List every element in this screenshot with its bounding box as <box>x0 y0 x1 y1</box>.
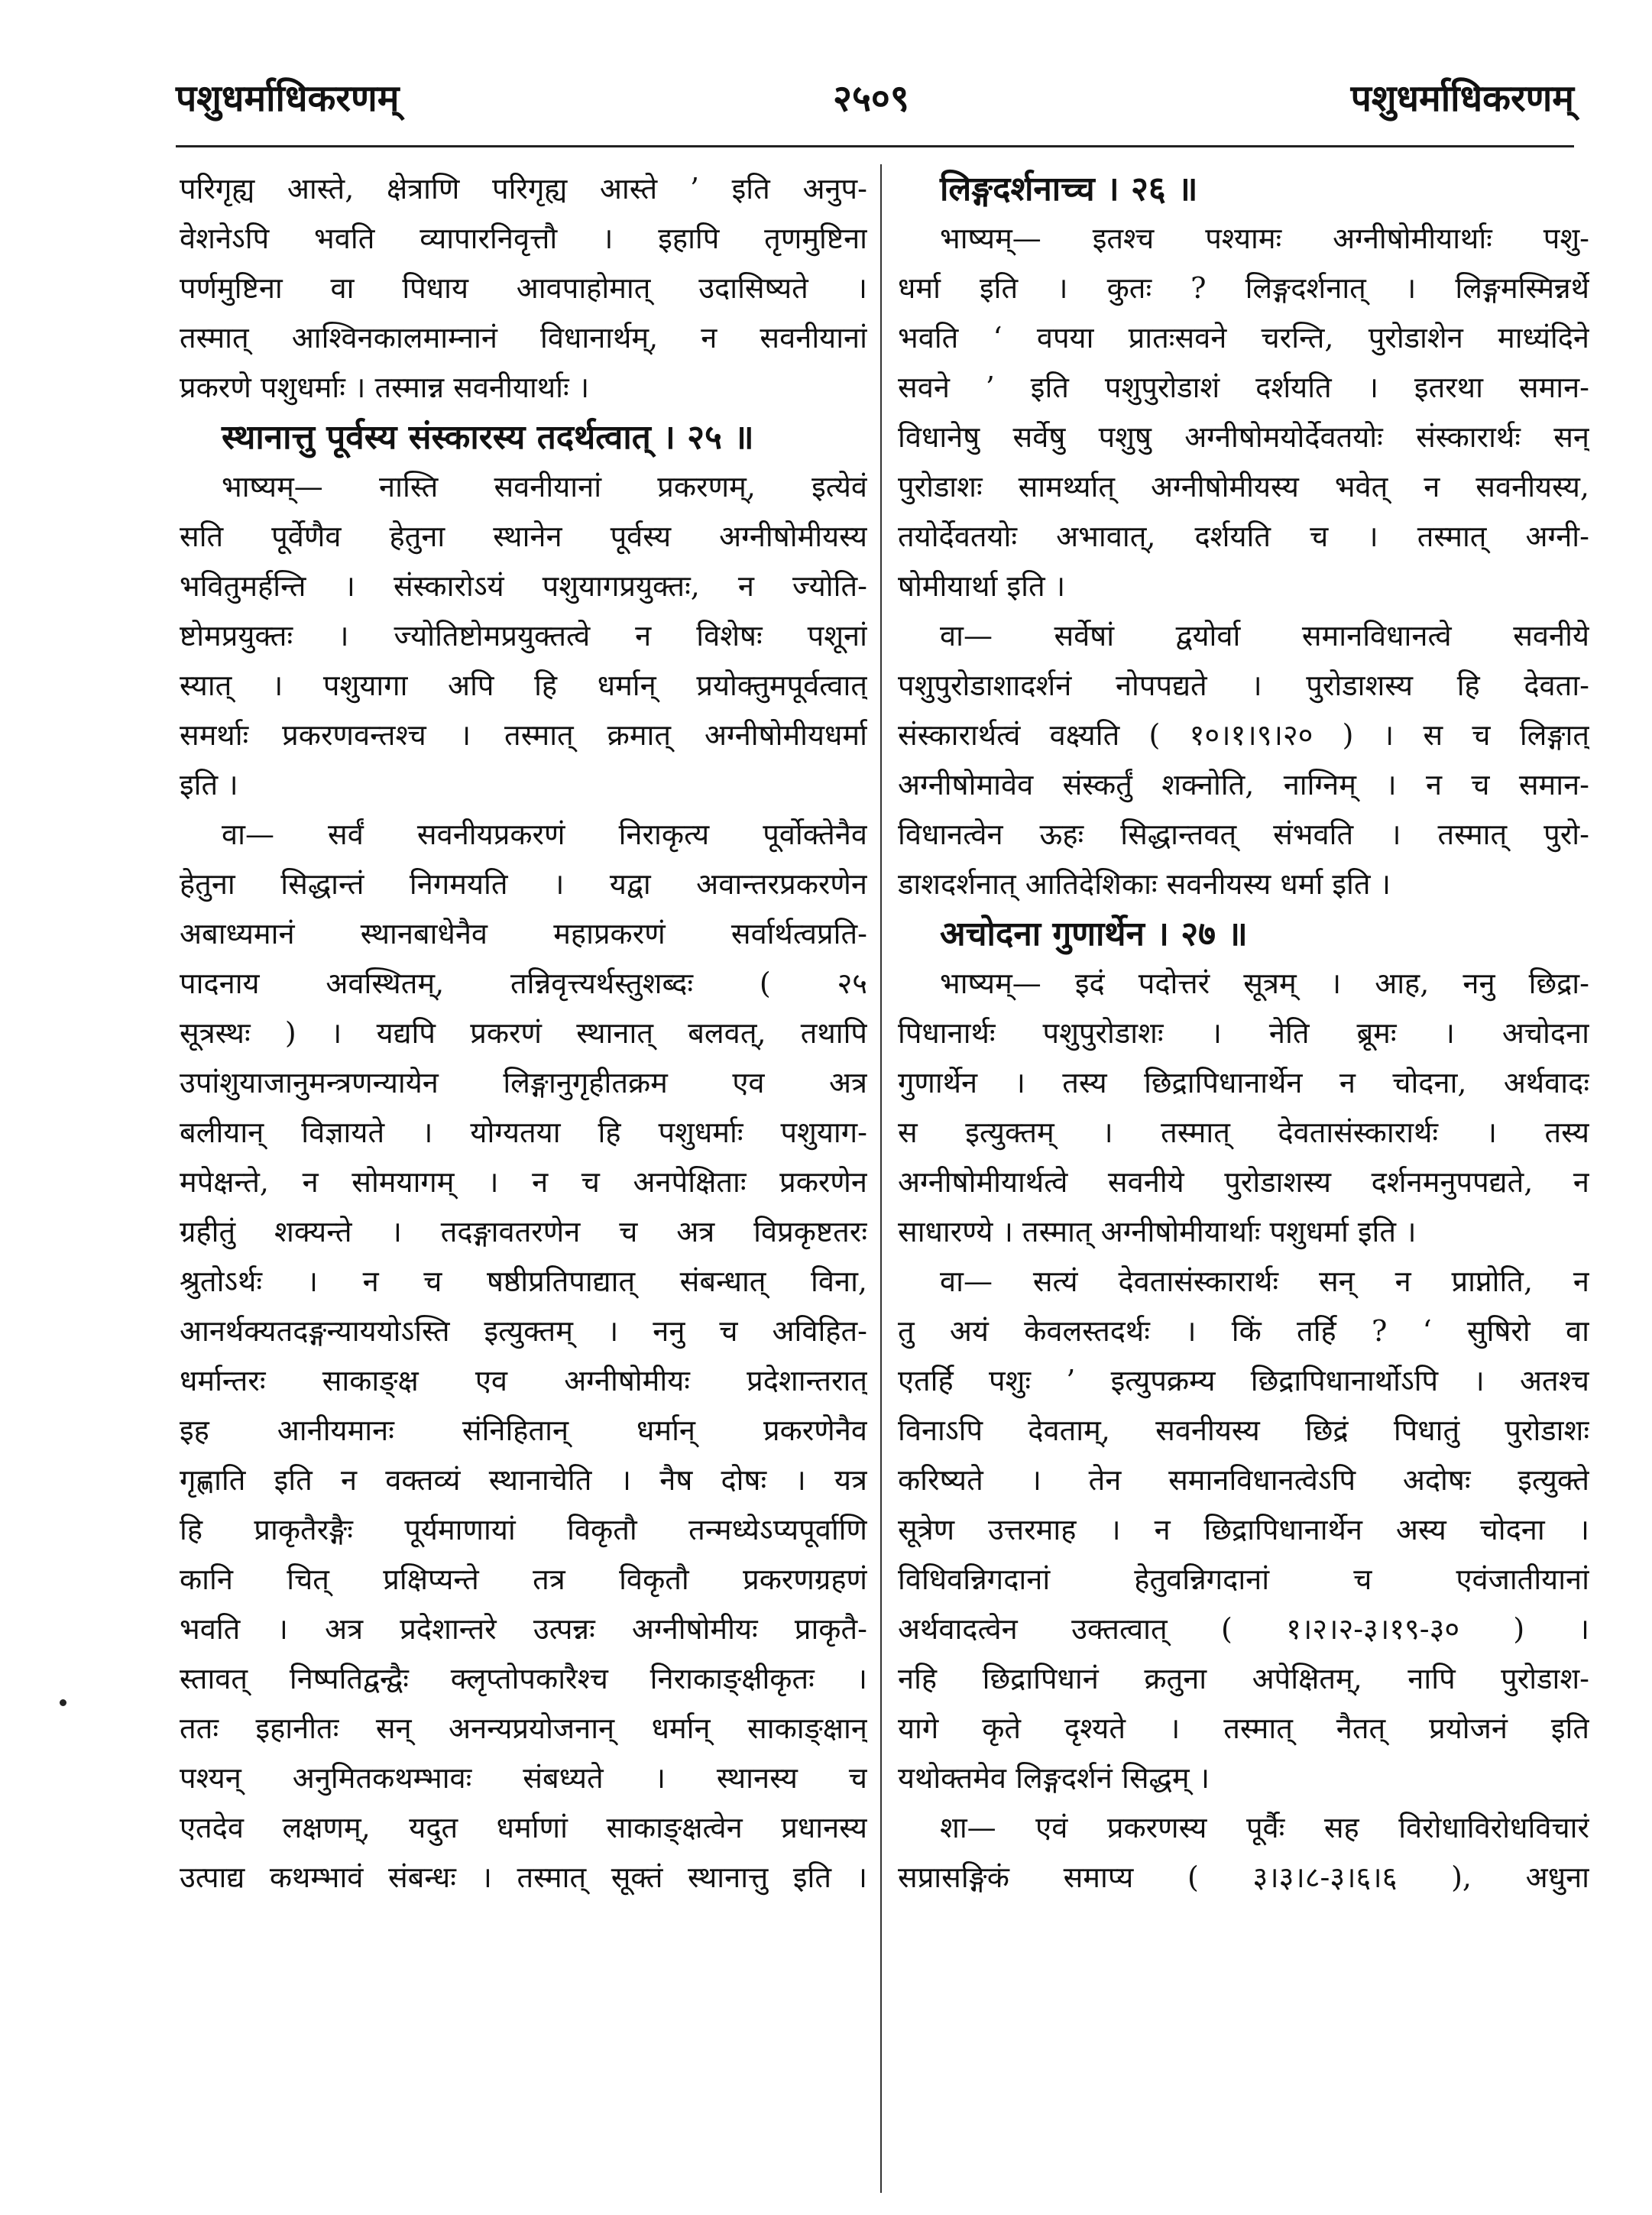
text-line: ष्टोमप्रयुक्तः । ज्योतिष्टोमप्रयुक्तत्वे न विशेषः पशूनां <box>180 619 867 653</box>
text-line: पादनाय अवस्थितम्, तन्निवृत्त्यर्थस्तुशब्दः ( २५ <box>180 967 867 1000</box>
paragraph-end-line: षोमीयार्था इति । <box>898 569 1066 603</box>
paragraph-end-line: डाशदर्शनात् आतिदेशिकाः सवनीयस्य धर्मा इति । <box>898 867 1391 901</box>
text-line: ग्रहीतुं शक्यन्ते । तदङ्गावतरणेन च अत्र विप्रकृष्टतरः <box>180 1215 867 1248</box>
text-line: पशुपुरोडाशादर्शनं नोपपद्यते । पुरोडाशस्य हि देवता- <box>898 669 1589 702</box>
text-line: वेशनेऽपि भवति व्यापारनिवृत्तौ । इहापि तृणमुष्टिना <box>180 222 867 255</box>
text-line: उपांशुयाजानुमन्त्रणन्यायेन लिङ्गानुगृहीतक्रम एव अत्र <box>180 1066 867 1099</box>
page-header <box>176 73 1574 134</box>
paragraph-end-line: प्रकरणे पशुधर्माः । तस्मान्न सवनीयार्थाः । <box>180 371 590 404</box>
paragraph-end-line: साधारण्ये । तस्मात् अग्नीषोमीयार्थाः पशुधर्मा इति । <box>898 1215 1417 1248</box>
paragraph-start-line: वा— सर्वेषां द्वयोर्वा समानविधानत्वे सवनीये <box>940 619 1589 653</box>
text-line: अग्नीषोमीयार्थत्वे सवनीये पुरोडाशस्य दर्शनमनुपपद्यते, न <box>898 1165 1589 1199</box>
text-line: श्रुतोऽर्थः । न च षष्ठीप्रतिपाद्यात् संबन्धात् विना, <box>180 1265 867 1298</box>
text-line: संस्कारार्थत्वं वक्ष्यति ( १०।१।९।२० ) । स च लिङ्गात् <box>898 718 1589 752</box>
text-line: पुरोडाशः सामर्थ्यात् अग्नीषोमीयस्य भवेत् न सवनीयस्य, <box>898 470 1589 504</box>
sutra-heading: अचोदना गुणार्थेन । २७ ॥ <box>940 915 1248 954</box>
sutra-heading: स्थानात्तु पूर्वस्य संस्कारस्य तदर्थत्वात् । २५ ॥ <box>222 418 754 457</box>
text-line: विधिवन्निगदानां हेतुवन्निगदानां च एवंजातीयानां <box>898 1562 1589 1596</box>
paragraph-start-line: वा— सर्वं सवनीयप्रकरणं निराकृत्य पूर्वोक्तेनैव <box>222 818 867 851</box>
text-line: तस्मात् आश्विनकालमाम्नानं विधानार्थम्, न सवनीयानां <box>180 321 867 355</box>
paragraph-start-line: वा— सत्यं देवतासंस्कारार्थः सन् न प्राप्नोति, न <box>940 1265 1589 1298</box>
page-number: २५०९ <box>833 77 909 120</box>
text-line: पश्यन् अनुमितकथम्भावः संबध्यते । स्थानस्य च <box>180 1761 867 1795</box>
paragraph-end-line: इति । <box>180 768 238 801</box>
paragraph-start-line: भाष्यम्— इदं पदोत्तरं सूत्रम् । आह, ननु छिद्रा- <box>940 967 1589 1000</box>
sutra-heading: लिङ्गदर्शनाच्च । २६ ॥ <box>940 170 1198 209</box>
text-line: गुणार्थेन । तस्य छिद्रापिधानार्थेन न चोदना, अर्थवादः <box>898 1066 1589 1099</box>
header-rule <box>176 145 1574 147</box>
text-line: परिगृह्य आस्ते, क्षेत्राणि परिगृह्य आस्ते ’ इति अनुप- <box>180 172 867 206</box>
text-line: विधानेषु सर्वेषु पशुषु अग्नीषोमयोर्देवतयोः संस्कारार्थः सन् <box>898 420 1589 454</box>
text-line: सप्रासङ्गिकं समाप्य ( ३।३।८-३।६।६ ), अधुना <box>898 1860 1589 1894</box>
text-line: हि प्राकृतैरङ्गैः पूर्यमाणायां विकृतौ तन्मध्येऽप्यपूर्वाणि <box>180 1513 867 1546</box>
paragraph-start-line: भाष्यम्— इतश्च पश्यामः अग्नीषोमीयार्थाः पशु- <box>940 222 1589 255</box>
text-line: विधानत्वेन ऊहः सिद्धान्तवत् संभवति । तस्मात् पुरो- <box>898 818 1589 851</box>
text-line: सूत्रस्थः ) । यद्यपि प्रकरणं स्थानात् बलवत्, तथापि <box>180 1016 867 1050</box>
text-line: सति पूर्वेणैव हेतुना स्थानेन पूर्वस्य अग्नीषोमीयस्य <box>180 520 867 553</box>
margin-dot <box>60 1699 66 1706</box>
text-line: पिधानार्थः पशुपुरोडाशः । नेति ब्रूमः । अचोदना <box>898 1016 1589 1050</box>
text-line: गृह्णाति इति न वक्तव्यं स्थानाचेति । नैष दोषः । यत्र <box>180 1463 867 1497</box>
text-line: नहि छिद्रापिधानं क्रतुना अपेक्षितम्, नापि पुरोडाश- <box>898 1662 1589 1695</box>
text-line: भवति । अत्र प्रदेशान्तरे उत्पन्नः अग्नीषोमीयः प्राकृतै- <box>180 1612 867 1646</box>
text-line: स इत्युक्तम् । तस्मात् देवतासंस्कारार्थः । तस्य <box>898 1116 1589 1149</box>
text-line: तयोर्देवतयोः अभावात्, दर्शयति च । तस्मात् अग्नी- <box>898 520 1589 553</box>
text-line: ततः इहानीतः सन् अनन्यप्रयोजनान् धर्मान् साकाङ्क्षान् <box>180 1711 867 1745</box>
text-line: स्तावत् निष्पतिद्वन्द्वैः क्लृप्तोपकारैश्च निराकाङ्क्षीकृतः । <box>180 1662 867 1695</box>
text-line: समर्थाः प्रकरणवन्तश्च । तस्मात् क्रमात् अग्नीषोमीयधर्मा <box>180 718 867 752</box>
text-line: धर्मान्तरः साकाङ्क्ष एव अग्नीषोमीयः प्रदेशान्तरात् <box>180 1364 867 1397</box>
text-line: एतदेव लक्षणम्, यदुत धर्माणां साकाङ्क्षत्वेन प्रधानस्य <box>180 1811 867 1844</box>
paragraph-end-line: यथोक्तमेव लिङ्गदर्शनं सिद्धम् । <box>898 1761 1210 1795</box>
text-line: सवने ’ इति पशुपुरोडाशं दर्शयति । इतरथा समान- <box>898 371 1589 404</box>
text-line: सूत्रेण उत्तरमाह । न छिद्रापिधानार्थेन अस्य चोदना । <box>898 1513 1589 1546</box>
running-title-right: पशुधर्माधिकरणम् <box>1350 77 1574 120</box>
left-column <box>180 164 867 2197</box>
text-line: यागे कृते दृश्यते । तस्मात् नैतत् प्रयोजनं इति <box>898 1711 1589 1745</box>
running-title-left: पशुधर्माधिकरणम् <box>176 77 400 120</box>
text-line: अबाध्यमानं स्थानबाधेनैव महाप्रकरणं सर्वार्थत्वप्रति- <box>180 917 867 950</box>
text-line: स्यात् । पशुयागा अपि हि धर्मान् प्रयोक्तुमपूर्वत्वात् <box>180 669 867 702</box>
text-line: इह आनीयमानः संनिहितान् धर्मान् प्रकरणेनैव <box>180 1414 867 1447</box>
paragraph-start-line: भाष्यम्— नास्ति सवनीयानां प्रकरणम्, इत्येवं <box>222 470 867 504</box>
text-line: एतर्हि पशुः ’ इत्युपक्रम्य छिद्रापिधानार्थोऽपि । अतश्च <box>898 1364 1589 1397</box>
text-line: उत्पाद्य कथम्भावं संबन्धः । तस्मात् सूक्तं स्थानात्तु इति । <box>180 1860 867 1894</box>
text-line: भवितुमर्हन्ति । संस्कारोऽयं पशुयागप्रयुक्तः, न ज्योति- <box>180 569 867 603</box>
text-line: अग्नीषोमावेव संस्कर्तुं शक्नोति, नाग्निम् । न च समान- <box>898 768 1589 801</box>
text-line: तु अयं केवलस्तदर्थः । किं तर्हि ? ‘ सुषिरो वा <box>898 1314 1589 1348</box>
text-line: भवति ‘ वपया प्रातःसवने चरन्ति, पुरोडाशेन माध्यंदिने <box>898 321 1589 355</box>
text-line: पर्णमुष्टिना वा पिधाय आवपाहोमात् उदासिष्यते । <box>180 271 867 305</box>
column-divider <box>880 164 882 2193</box>
right-column <box>898 164 1589 2197</box>
text-line: बलीयान् विज्ञायते । योग्यतया हि पशुधर्माः पशुयाग- <box>180 1116 867 1149</box>
text-line: धर्मा इति । कुतः ? लिङ्गदर्शनात् । लिङ्गमस्मिन्नर्थे <box>898 271 1589 305</box>
text-line: आनर्थक्यतदङ्गन्याययोऽस्ति इत्युक्तम् । ननु च अविहित- <box>180 1314 867 1348</box>
text-line: विनाऽपि देवताम्, सवनीयस्य छिद्रं पिधातुं पुरोडाशः <box>898 1414 1589 1447</box>
text-line: अर्थवादत्वेन उक्तत्वात् ( १।२।२-३।१९-३० ) । <box>898 1612 1589 1646</box>
text-line: हेतुना सिद्धान्तं निगमयति । यद्वा अवान्तरप्रकरणेन <box>180 867 867 901</box>
paragraph-start-line: शा— एवं प्रकरणस्य पूर्वैः सह विरोधाविरोधविचारं <box>940 1811 1589 1844</box>
text-line: करिष्यते । तेन समानविधानत्वेऽपि अदोषः इत्युक्ते <box>898 1463 1589 1497</box>
text-line: कानि चित् प्रक्षिप्यन्ते तत्र विकृतौ प्रकरणग्रहणं <box>180 1562 867 1596</box>
text-line: मपेक्षन्ते, न सोमयागम् । न च अनपेक्षिताः प्रकरणेन <box>180 1165 867 1199</box>
